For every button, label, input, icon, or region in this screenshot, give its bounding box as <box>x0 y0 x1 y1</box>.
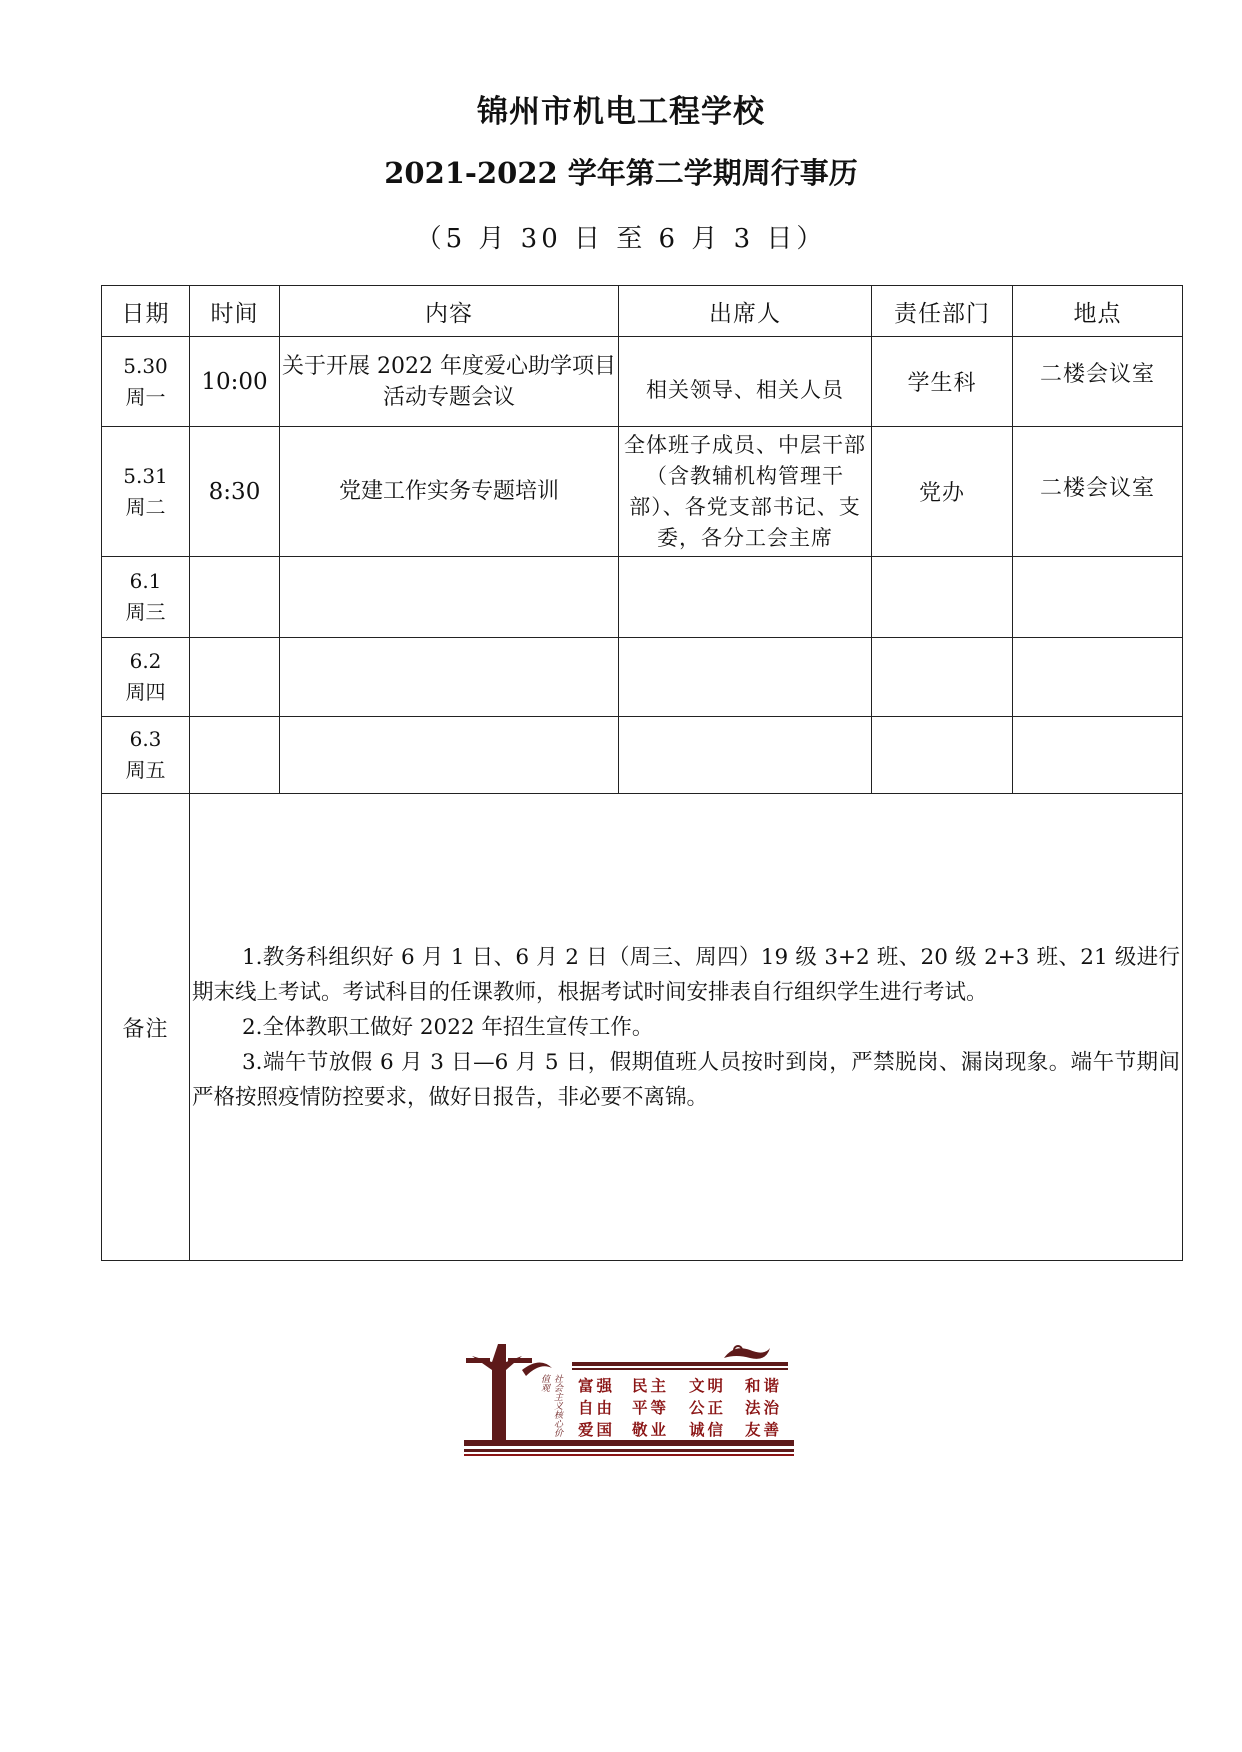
date-value: 6.3 <box>129 727 162 751</box>
dept-cell <box>872 638 1013 717</box>
attendees-cell: 全体班子成员、中层干部（含教辅机构管理干部）、各党支部书记、支委，各分工会主席 <box>619 427 872 557</box>
value-item: 富强 <box>578 1377 616 1395</box>
header-dept: 责任部门 <box>872 286 1013 337</box>
date-cell <box>102 557 190 638</box>
weekday-value: 周三 <box>125 600 166 624</box>
weekday-value: 周二 <box>125 494 166 519</box>
content-cell <box>280 717 619 794</box>
place-cell: 二楼会议室 <box>1013 427 1183 557</box>
content-cell: 关于开展 2022 年度爱心助学项目活动专题会议 <box>280 337 619 427</box>
time-cell <box>190 557 280 638</box>
header-place: 地点 <box>1013 286 1183 337</box>
content-cell <box>280 557 619 638</box>
header-attendees: 出席人 <box>619 286 872 337</box>
header-date: 日期 <box>102 286 190 337</box>
date-cell <box>102 337 190 427</box>
table-row <box>102 717 1183 794</box>
notes-cell <box>190 794 1183 1261</box>
value-item: 文明 <box>689 1377 727 1395</box>
table-row <box>102 337 1183 427</box>
time-cell: 8:30 <box>190 427 280 557</box>
time-cell <box>190 638 280 717</box>
table-row <box>102 557 1183 638</box>
school-name: 锦州市机电工程学校 <box>477 94 765 130</box>
value-item: 诚信 <box>689 1421 727 1439</box>
table-row <box>102 427 1183 557</box>
weekday-value: 周四 <box>125 680 166 704</box>
date-value: 5.31 <box>123 463 168 488</box>
note-item: 2.全体教职工做好 2022 年招生宣传工作。 <box>242 1014 654 1040</box>
dept-cell: 学生科 <box>872 337 1013 427</box>
table-header-row <box>102 286 1183 337</box>
value-item: 爱国 <box>578 1421 616 1439</box>
weekday-value: 周一 <box>125 384 166 409</box>
note-item: 1.教务科组织好 6 月 1 日、6 月 2 日（周三、周四）19 级 3+2 班、20 级 2+3 班、21 级进行期末线上考试。考试科目的任课教师，根据考试时间安排表自行组织学生进行考试。 <box>192 944 1180 1005</box>
value-item: 法治 <box>745 1399 783 1417</box>
place-cell: 二楼会议室 <box>1013 337 1183 427</box>
dept-cell: 党办 <box>872 427 1013 557</box>
notes-label: 备注 <box>102 794 190 1261</box>
dept-cell <box>872 557 1013 638</box>
date-value: 5.30 <box>123 353 168 378</box>
place-cell <box>1013 557 1183 638</box>
place-cell <box>1013 638 1183 717</box>
attendees-cell <box>619 557 872 638</box>
calendar-title: 2021-2022 学年第二学期周行事历 <box>384 156 858 190</box>
date-range: （5 月 30 日 至 6 月 3 日） <box>415 224 827 254</box>
date-cell <box>102 427 190 557</box>
table-row <box>102 638 1183 717</box>
place-cell <box>1013 717 1183 794</box>
weekday-value: 周五 <box>125 758 166 782</box>
content-cell: 党建工作实务专题培训 <box>280 427 619 557</box>
date-value: 6.1 <box>129 569 162 593</box>
date-cell <box>102 717 190 794</box>
time-cell <box>190 717 280 794</box>
value-item: 友善 <box>745 1421 783 1439</box>
value-item: 和谐 <box>745 1377 783 1395</box>
note-item: 3.端午节放假 6 月 3 日—6 月 5 日，假期值班人员按时到岗，严禁脱岗、漏岗现象。端午节期间严格按照疫情防控要求，做好日报告，非必要不离锦。 <box>192 1049 1180 1110</box>
weekly-calendar-table <box>101 285 1183 1261</box>
notes-row <box>102 794 1183 1261</box>
attendees-cell <box>619 717 872 794</box>
value-item: 敬业 <box>632 1421 670 1439</box>
time-cell: 10:00 <box>190 337 280 427</box>
value-item: 公正 <box>689 1399 727 1417</box>
emblem-script-text: 社会主义核心价值观 <box>539 1374 562 1437</box>
core-values-emblem <box>462 1336 800 1458</box>
attendees-cell: 相关领导、相关人员 <box>619 337 872 427</box>
value-item: 平等 <box>632 1399 670 1417</box>
content-cell <box>280 638 619 717</box>
value-item: 自由 <box>578 1399 616 1417</box>
date-value: 6.2 <box>129 649 162 673</box>
header-content: 内容 <box>280 286 619 337</box>
attendees-cell <box>619 638 872 717</box>
dept-cell <box>872 717 1013 794</box>
value-item: 民主 <box>632 1377 670 1395</box>
header-time: 时间 <box>190 286 280 337</box>
date-cell <box>102 638 190 717</box>
